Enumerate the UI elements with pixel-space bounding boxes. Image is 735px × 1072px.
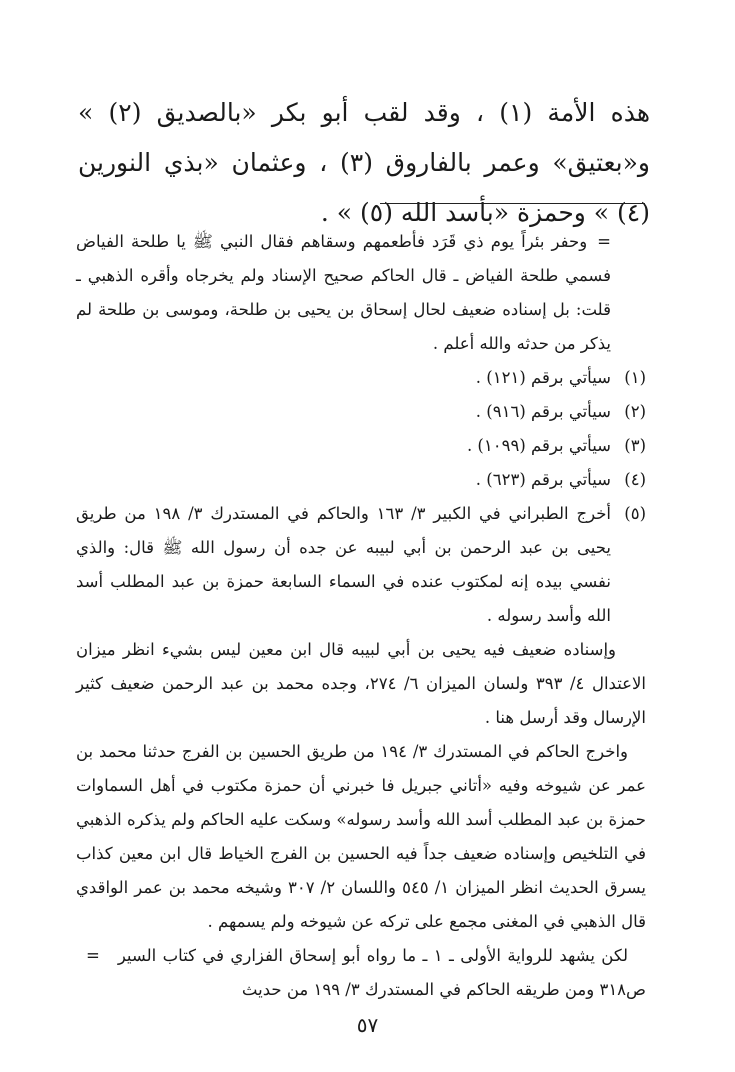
footnotes-section bbox=[76, 225, 646, 1007]
note-paragraph: واخرج الحاكم في المستدرك ٣/ ١٩٤ من طريق الحسين بن الفرج حدثنا محمد بن عمر عن شيوخه وفيه «أتاني جبريل فا خبرني أن حمزة مكتوب في أهل السماوات حمزة بن عبد المطلب أسد الله وأسد رسوله» وسكت عليه الحاكم ولم يذكره الذهبي في التلخيص وإسناده ضعيف جداً فيه الحسين بن الفرج الخياط قال ابن معين كذاب يسرق الحديث انظر الميزان ١/ ٥٤٥ واللسان ٢/ ٣٠٧ وشيخه محمد بن عمر الواقدي قال الذهبي في المغنى مجمع على تركه عن شيوخه ولم يسمهم . bbox=[76, 742, 647, 931]
main-text bbox=[78, 88, 650, 238]
footnote-number: (١) bbox=[624, 368, 646, 387]
footnote-separator bbox=[380, 203, 645, 204]
footnote-text: سيأتي برقم (٦٢٣) . bbox=[475, 470, 611, 489]
footnote-4 bbox=[76, 463, 646, 497]
main-paragraph: هذه الأمة (١) ، وقد لقب أبو بكر «بالصديق (٢) » و«بعتيق» وعمر بالفاروق (٣) ، وعثمان «بذي النورين (٤) » وحمزة «بأسد الله (٥) » . bbox=[78, 98, 651, 227]
footnote-3 bbox=[76, 429, 646, 463]
note-paragraph: وإسناده ضعيف فيه يحيى بن أبي لبيبه قال ابن معين ليس بشيء انظر ميزان الاعتدال ٤/ ٣٩٣ ولسان الميزان ٦/ ٢٧٤، وجده محمد بن عبد الرحمن ضعيف كثير الإرسال وقد أرسل هنا . bbox=[76, 640, 647, 727]
footnote-number: (٥) bbox=[624, 504, 646, 523]
footnote-number: (٤) bbox=[624, 470, 646, 489]
footnote-text: سيأتي برقم (١٠٩٩) . bbox=[466, 436, 611, 455]
page-number: ٥٧ bbox=[356, 1013, 379, 1037]
footnote-text: أخرج الطبراني في الكبير ٣/ ١٦٣ والحاكم في المستدرك ٣/ ١٩٨ من طريق يحيى بن عبد الرحمن بن أبي لبيبه عن جده أن رسول الله ﷺ قال: والذي نفسي بيده إنه لمكتوب عنده في السماء السابعة حمزة بن عبد المطلب أسد الله وأسد رسوله . bbox=[76, 504, 611, 625]
footnote-5 bbox=[76, 497, 646, 633]
footnote-text: سيأتي برقم (٩١٦) . bbox=[475, 402, 611, 421]
footnote-number: (٢) bbox=[624, 402, 646, 421]
continued-footnote-text: وحفر بئراً يوم ذي قَرَد فأطعمهم وسقاهم فقال النبي ﷺ يا طلحة الفياض فسمي طلحة الفياض ـ قال الحاكم صحيح الإسناد ولم يخرجاه وأقره الذهبي ـ قلت: بل إسناده ضعيف لحال إسحاق بن يحيى بن طلحة، وموسى بن طلحة لم يذكر من حدثه والله أعلم . bbox=[76, 232, 611, 353]
footnote-1 bbox=[76, 361, 646, 395]
continuation-mark-end: = bbox=[86, 946, 100, 965]
continued-footnote bbox=[76, 225, 646, 361]
note-paragraph-last bbox=[76, 939, 646, 1007]
continuation-mark-start: = bbox=[597, 232, 611, 251]
footnote-2 bbox=[76, 395, 646, 429]
note-paragraph-text: لكن يشهد للرواية الأولى ـ ١ ـ ما رواه أبو إسحاق الفزاري في كتاب السير ص٣١٨ ومن طريقه الحاكم في المستدرك ٣/ ١٩٩ من حديث bbox=[117, 946, 646, 999]
footnote-text: سيأتي برقم (١٢١) . bbox=[475, 368, 611, 387]
footnote-number: (٣) bbox=[624, 436, 646, 455]
